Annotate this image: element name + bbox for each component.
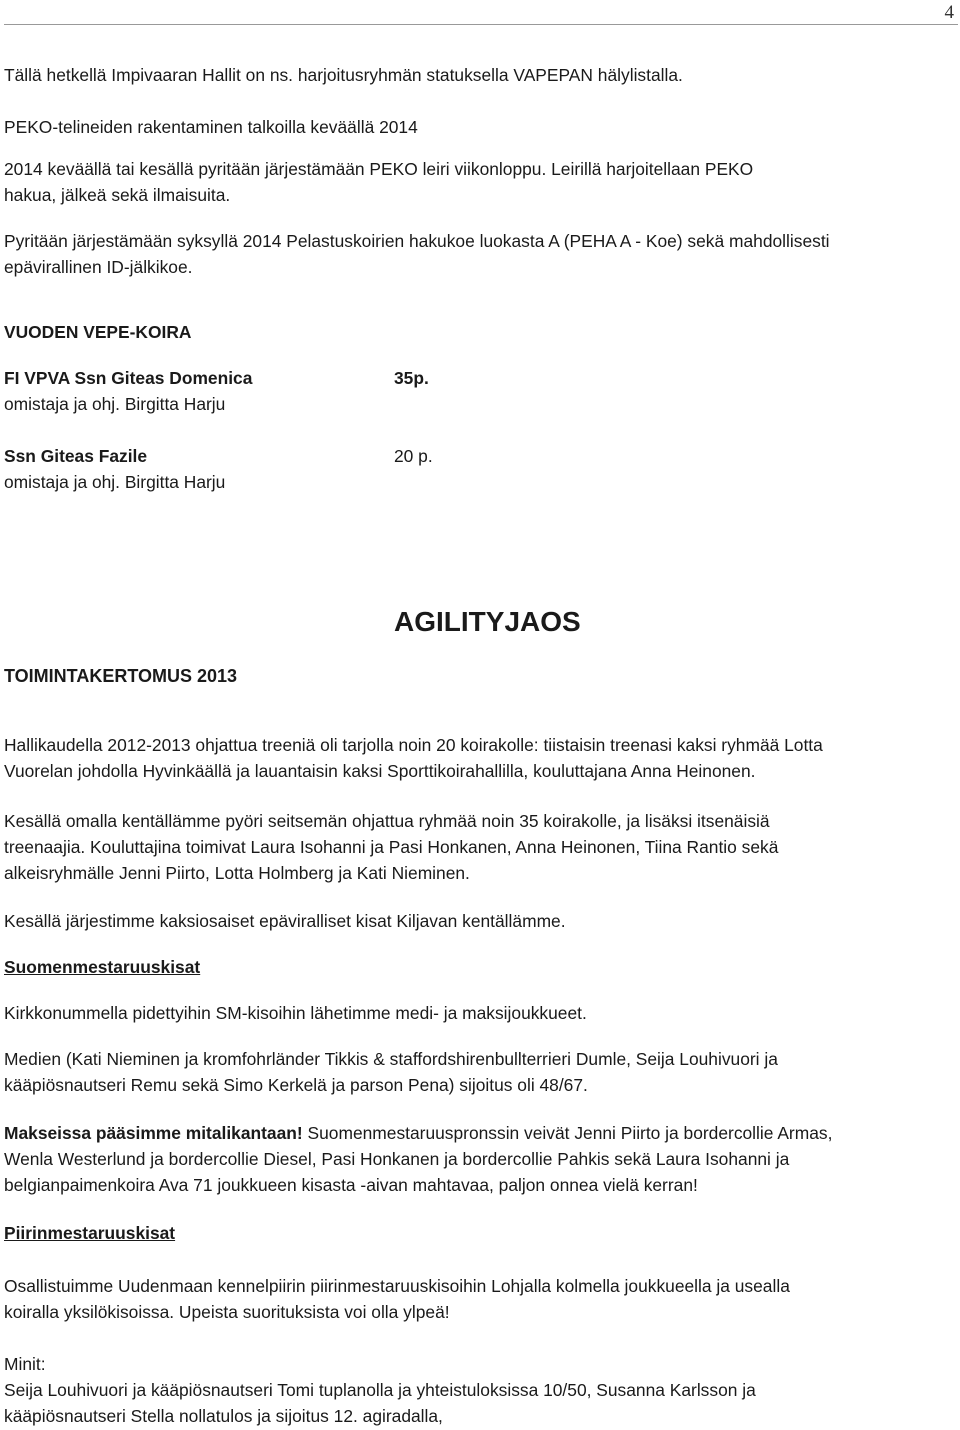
agility-paragraph-2 bbox=[4, 808, 960, 886]
header-rule bbox=[4, 24, 958, 25]
minit-block bbox=[4, 1351, 960, 1429]
minit-line-1: Seija Louhivuori ja kääpiösnautseri Tomi tuplanolla ja yhteistuloksissa 10/50, Susanna Karlsson ja bbox=[4, 1380, 756, 1400]
sm-paragraph-3-line-1-rest: Suomenmestaruuspronssin veivät Jenni Piirto ja bordercollie Armas, bbox=[302, 1123, 833, 1143]
dog-owner-1: omistaja ja ohj. Birgitta Harju bbox=[4, 394, 226, 414]
intro-paragraph-2: PEKO-telineiden rakentaminen talkoilla keväällä 2014 bbox=[4, 117, 418, 137]
dog-owner-2: omistaja ja ohj. Birgitta Harju bbox=[4, 472, 226, 492]
pm-paragraph-1-line-1: Osallistuimme Uudenmaan kennelpiirin piirinmestaruuskisoihin Lohjalla kolmella joukkueella ja usealla bbox=[4, 1276, 790, 1296]
intro-paragraph-3-line-1: 2014 keväällä tai kesällä pyritään järjestämään PEKO leiri viikonloppu. Leirillä harjoitellaan PEKO bbox=[4, 159, 754, 179]
minit-line-2: kääpiösnautseri Stella nollatulos ja sijoitus 12. agiradalla, bbox=[4, 1406, 443, 1426]
agility-paragraph-2-line-2: treenaajia. Kouluttajina toimivat Laura Isohanni ja Pasi Honkanen, Anna Heinonen, Tiina Rantio sekä bbox=[4, 837, 779, 857]
agility-paragraph-3: Kesällä järjestimme kaksiosaiset epäviralliset kisat Kiljavan kentällämme. bbox=[4, 911, 566, 931]
pm-paragraph-1 bbox=[4, 1273, 960, 1325]
intro-paragraph-3-line-2: hakua, jälkeä sekä ilmaisuita. bbox=[4, 185, 231, 205]
page-number: 4 bbox=[944, 2, 954, 23]
sm-heading: Suomenmestaruuskisat bbox=[4, 957, 201, 977]
agility-paragraph-2-line-1: Kesällä omalla kentällämme pyöri seitsemän ohjattua ryhmää noin 35 koirakolle, ja lisäksi itsenäisiä bbox=[4, 811, 770, 831]
vuoden-heading: VUODEN VEPE-KOIRA bbox=[4, 322, 192, 342]
dog-points-1: 35p. bbox=[394, 368, 429, 388]
intro-paragraph-4-line-2: epävirallinen ID-jälkikoe. bbox=[4, 257, 193, 277]
intro-paragraph-3 bbox=[4, 156, 960, 208]
pm-heading: Piirinmestaruuskisat bbox=[4, 1223, 176, 1243]
pm-paragraph-1-line-2: koiralla yksilökisoissa. Upeista suorituksista voi olla ylpeä! bbox=[4, 1302, 450, 1322]
sm-paragraph-2 bbox=[4, 1046, 960, 1098]
agility-paragraph-2-line-3: alkeisryhmälle Jenni Piirto, Lotta Holmberg ja Kati Nieminen. bbox=[4, 863, 470, 883]
dog-name-2: Ssn Giteas Fazile bbox=[4, 446, 148, 466]
agility-paragraph-1-line-1: Hallikaudella 2012-2013 ohjattua treeniä oli tarjolla noin 20 koirakolle: tiistaisin treenasi kaksi ryhmää Lotta bbox=[4, 735, 823, 755]
minit-label: Minit: bbox=[4, 1354, 46, 1374]
dog-name-1: FI VPVA Ssn Giteas Domenica bbox=[4, 368, 253, 388]
report-title: TOIMINTAKERTOMUS 2013 bbox=[4, 666, 238, 686]
sm-paragraph-3 bbox=[4, 1120, 960, 1198]
agility-paragraph-1-line-2: Vuorelan johdolla Hyvinkäällä ja lauantaisin kaksi Sporttikoirahallilla, kouluttajana Anna Heinonen. bbox=[4, 761, 756, 781]
intro-paragraph-1: Tällä hetkellä Impivaaran Hallit on ns. harjoitusryhmän statuksella VAPEPAN hälylistalla. bbox=[4, 65, 683, 85]
sm-paragraph-2-line-2: kääpiösnautseri Remu sekä Simo Kerkelä ja parson Pena) sijoitus oli 48/67. bbox=[4, 1075, 588, 1095]
section-title: AGILITYJAOS bbox=[394, 606, 581, 637]
intro-paragraph-4 bbox=[4, 228, 960, 280]
sm-paragraph-1: Kirkkonummella pidettyihin SM-kisoihin lähetimme medi- ja maksijoukkueet. bbox=[4, 1003, 587, 1023]
dog-entry-2 bbox=[4, 443, 960, 495]
intro-paragraph-4-line-1: Pyritään järjestämään syksyllä 2014 Pelastuskoirien hakukoe luokasta A (PEHA A - Koe) sekä mahdollisesti bbox=[4, 231, 830, 251]
sm-paragraph-3-line-3: belgianpaimenkoira Ava 71 joukkueen kisasta -aivan mahtavaa, paljon onnea vielä kerran! bbox=[4, 1175, 698, 1195]
agility-paragraph-1 bbox=[4, 732, 960, 784]
sm-paragraph-2-line-1: Medien (Kati Nieminen ja kromfohrländer Tikkis & staffordshirenbullterrieri Dumle, Seija Louhivuori ja bbox=[4, 1049, 778, 1069]
dog-entry-1 bbox=[4, 365, 960, 417]
dog-points-2: 20 p. bbox=[394, 446, 433, 466]
sm-paragraph-3-line-2: Wenla Westerlund ja bordercollie Diesel, Pasi Honkanen ja bordercollie Pahkis sekä Laura Isohanni ja bbox=[4, 1149, 790, 1169]
sm-paragraph-3-highlight: Makseissa pääsimme mitalikantaan! bbox=[4, 1123, 303, 1143]
